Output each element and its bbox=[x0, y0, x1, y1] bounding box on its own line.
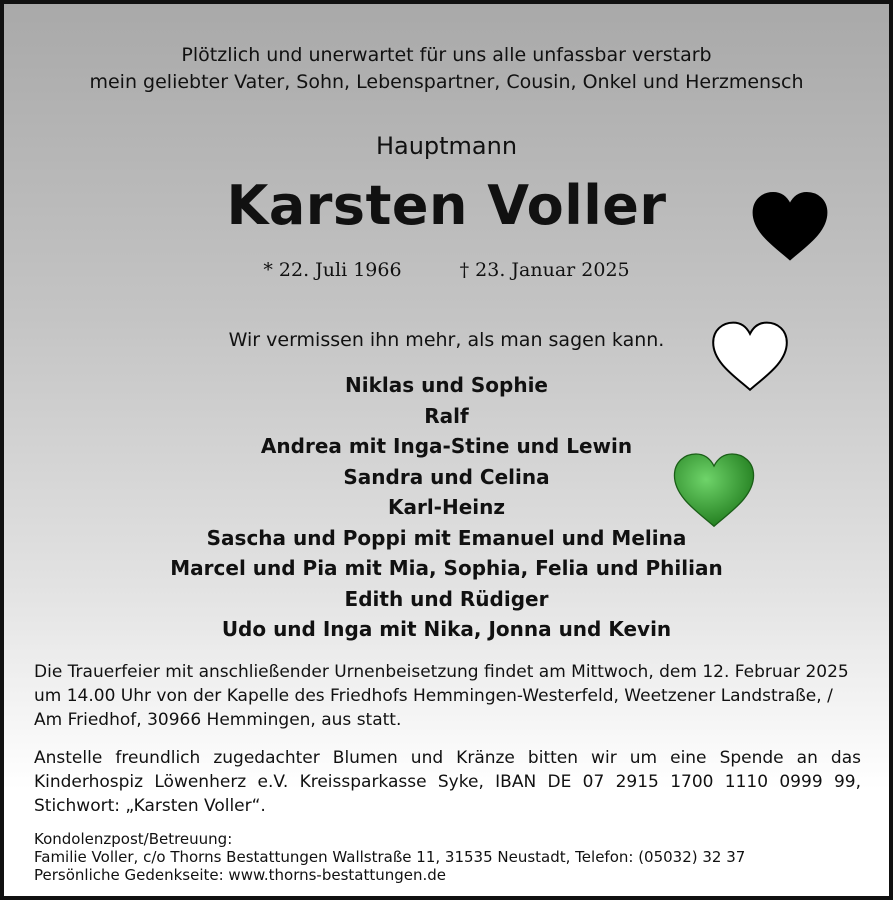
ceremony-text: Die Trauerfeier mit anschließender Urnenbeisetzung findet am Mittwoch, dem 12. Februar 2025 um 14.00 Uhr von der Kapelle des Friedhofs Hemmingen-Westerfeld, Weetzener Landstraße, / Am Friedhof, 30966 Hemmingen, aus statt. bbox=[34, 662, 849, 730]
contact-info bbox=[34, 830, 745, 884]
death-date: † 23. Januar 2025 bbox=[459, 259, 630, 281]
mourner-item: Sascha und Poppi mit Emanuel und Melina bbox=[206, 525, 687, 550]
mourner-item: Udo und Inga mit Nika, Jonna und Kevin bbox=[221, 617, 672, 641]
memorial-website: Persönliche Gedenkseite: www.thorns-bestattungen.de bbox=[34, 866, 447, 884]
mourner-item: Andrea mit Inga-Stine und Lewin bbox=[260, 434, 633, 458]
mourner-item: Karl-Heinz bbox=[387, 495, 506, 519]
mourner-item: Sandra und Celina bbox=[343, 464, 550, 489]
rank-title: Hauptmann bbox=[375, 132, 518, 160]
intro-line-1: Plötzlich und unerwartet für uns alle unfassbar verstarb bbox=[181, 44, 712, 66]
mourner-item: Edith und Rüdiger bbox=[344, 586, 549, 611]
intro-text bbox=[4, 42, 889, 96]
motto: Wir vermissen ihn mehr, als man sagen kann. bbox=[228, 329, 665, 351]
mourner-item: Niklas und Sophie bbox=[345, 373, 548, 397]
intro-line-2: mein geliebter Vater, Sohn, Lebenspartner, Cousin, Onkel und Herzmensch bbox=[89, 71, 804, 93]
mourner-item: Marcel und Pia mit Mia, Sophia, Felia und Philian bbox=[170, 556, 723, 580]
white-heart-icon bbox=[710, 318, 790, 396]
mourner-item: Ralf bbox=[424, 403, 469, 428]
deceased-name: Karsten Voller bbox=[226, 174, 667, 237]
contact-address: Familie Voller, c/o Thorns Bestattungen Wallstraße 11, 31535 Neustadt, Telefon: (05032) 32 37 bbox=[34, 848, 746, 866]
green-heart-icon bbox=[671, 450, 757, 532]
contact-label: Kondolenzpost/Betreuung: bbox=[34, 830, 233, 848]
black-heart-icon bbox=[750, 188, 830, 266]
birth-date: * 22. Juli 1966 bbox=[263, 259, 402, 281]
donation-text: Anstelle freundlich zugedachter Blumen und Kränze bitten wir um eine Spende an das Kinderhospiz Löwenherz e.V. Kreissparkasse Syke, IBAN DE 07 2915 1700 1110 0999 99, Stichwort: „Karsten Voller“. bbox=[34, 748, 861, 816]
